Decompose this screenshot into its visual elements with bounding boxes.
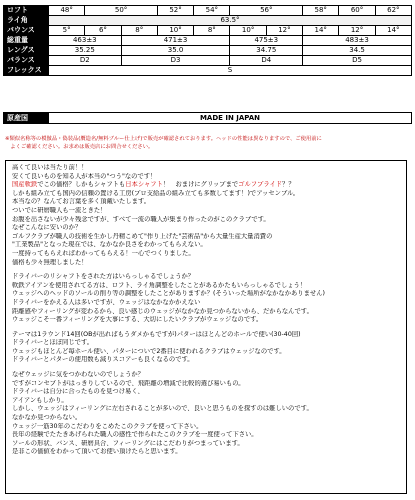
- text-line: ドライバーのリシャフトをされた方はいらっしゃるでしょうか？: [12, 273, 195, 281]
- loft-cell: 54°: [194, 6, 230, 16]
- caution-line: ※類似名称等の模倣品・偽装品(贋造名/無料ブルー仕上げ)で販売が確認されております。ヘッドの性能は異なりますので、ご使用前に: [5, 136, 322, 142]
- bounce-cell: 12°: [339, 26, 375, 36]
- bounce-cell: 14°: [303, 26, 339, 36]
- bounce-cell: 8°: [194, 26, 230, 36]
- text-line: 軟鉄アイアンを使用されてる方は、ロフト、ライ角調整をしたことがあるかたもいらっしゃるでしょう！: [12, 281, 307, 289]
- text-line: ウェッジもほとんど毎ホール使い、パターについで2番目に使われるクラブはウェッジなのです。: [12, 347, 286, 355]
- balance-cell: D5: [303, 56, 412, 66]
- text-span: ？？: [282, 181, 295, 189]
- loft-cell: 48°: [49, 6, 85, 16]
- bounce-cell: 6°: [85, 26, 121, 36]
- loft-cell: 60°: [339, 6, 375, 16]
- balance-cell: D2: [49, 56, 122, 66]
- text-span: コンセプトがはっきりしているので、飛距離の増減で比較的選び易いもの。: [30, 379, 245, 387]
- text-line: ドライバーをかえる人は多いですが、ウェッジはなかなかかえない: [12, 298, 201, 306]
- weight-header: 総重量: [4, 36, 49, 46]
- bounce-header: バウンス: [4, 26, 49, 36]
- text-span: でこの価格？しかもシャフトも: [37, 181, 126, 189]
- bounce-cell: 10°: [157, 26, 193, 36]
- text-line: 安くて良いものを知る人が本当の"つう"なのです！: [12, 172, 157, 180]
- highlight-text: 国産軟鉄: [12, 181, 38, 189]
- bounce-cell: 14°: [375, 26, 411, 36]
- weight-cell: 483±3: [303, 36, 412, 46]
- text-line: しかも組み立ても国内の信頼の置ける工房(プロ支給品の組み立ても多数してます！)でアッセンブル。: [12, 189, 300, 197]
- loft-cell: 58°: [303, 6, 339, 16]
- text-line: [12, 181, 400, 190]
- text-line: [12, 380, 400, 389]
- balance-header: バランス: [4, 56, 49, 66]
- text-span: ウェッジこそ一番フィーリングを大事にする、: [12, 316, 144, 324]
- balance-cell: D4: [230, 56, 303, 66]
- loft-header: ロフト: [4, 6, 49, 16]
- text-line: ドライバーとパターの使用数も減りスコアーも良くなるのです。: [12, 356, 194, 364]
- highlight-text: 日本シャフト: [125, 181, 163, 189]
- origin-row: [3, 112, 412, 124]
- length-cell: 34.75: [230, 46, 303, 56]
- loft-cell: 62°: [375, 6, 411, 16]
- flex-header: フレックス: [4, 66, 49, 76]
- bounce-row: [4, 26, 412, 36]
- text-span: 大切にしたいクラブがウェッジなのです。: [143, 316, 263, 324]
- length-cell: 35.25: [49, 46, 122, 56]
- text-span: ですが: [12, 379, 31, 387]
- length-header: レングス: [4, 46, 49, 56]
- bounce-cell: 12°: [266, 26, 302, 36]
- length-row: [4, 46, 412, 56]
- lie-value: 63.5°: [49, 16, 412, 26]
- flex-value: S: [49, 66, 412, 76]
- text-span: ！ おまけにグリップまで: [162, 181, 239, 189]
- length-cell: 35.0: [121, 46, 230, 56]
- length-cell: 34.5: [303, 46, 412, 56]
- loft-cell: 50°: [85, 6, 158, 16]
- lie-row: [4, 16, 412, 26]
- spec-table: [3, 5, 412, 76]
- text-line: なぜウェッジに気をつかわないのでしょうか？: [12, 371, 144, 379]
- loft-cell: 56°: [230, 6, 303, 16]
- text-line: テーマは1ラウンド14回(OBが出ればもうダメかもですが)パターはほとんどのホールで使い(30-40回): [12, 330, 301, 338]
- text-line: なかなか見つからない。: [12, 414, 82, 422]
- text-line: [12, 316, 400, 325]
- bounce-cell: 8°: [121, 26, 157, 36]
- loft-row: [4, 6, 412, 16]
- weight-row: [4, 36, 412, 46]
- description-box: [5, 160, 407, 494]
- text-line: ドライバーは自分に合ったものを見つけ易く、: [12, 388, 144, 396]
- text-line: しかし、ウェッジはフィーリングに左右されることが多いので、良いと思うものを探すのは難しいのです。: [12, 405, 313, 413]
- text-line: ソールの形状、バンス、研磨具合、フィーリングにはこだわりがつまっています。: [12, 439, 244, 447]
- text-line: アイアンもしかり。: [12, 396, 68, 404]
- highlight-text: ゴルフプライド: [238, 181, 283, 189]
- bounce-cell: 5°: [49, 26, 85, 36]
- text-line: 高くて良いは当たり前！！: [12, 164, 88, 171]
- text-line: なぜこんなに安いのか？: [12, 224, 82, 232]
- caution-notes: [5, 135, 410, 151]
- text-line: 一度持ってもらえればわかってもらえる！一心でつくりました。: [12, 249, 195, 257]
- balance-cell: D3: [121, 56, 230, 66]
- caution-line: よくご確認ください。お求めは販売店にお問合せください。: [5, 144, 154, 150]
- balance-row: [4, 56, 412, 66]
- text-line: 価格も少々無理しました！: [12, 258, 88, 266]
- text-line: ウェッジ一筋30年のこだわりをこめたこのクラブを使って下さい。: [12, 422, 203, 430]
- text-line: "工業製品"となった現在では、なかなか良さをわかってもらえない。: [12, 241, 207, 249]
- lie-header: ライ角: [4, 16, 49, 26]
- weight-cell: 471±3: [121, 36, 230, 46]
- text-line: 是非この価値をわかって頂いてお使い頂けたらと思います。: [12, 448, 182, 456]
- text-line: ゴルフクラブが職人の技術を生かし丹精こめて"作り上げた"芸術品"から大量生産大量消費の: [12, 232, 273, 240]
- text-line: ウェッジへのヘッドのソールの削り等の調整をしたことがありますか？(そういった場所がなかなかありません): [12, 290, 325, 298]
- bounce-cell: 10°: [230, 26, 266, 36]
- text-line: ついでに研磨職人も一流ときた！: [12, 206, 107, 214]
- loft-cell: 52°: [157, 6, 193, 16]
- origin-value: MADE IN JAPAN: [199, 114, 261, 122]
- text-line: 距離感やフィーリングが変わるから、良い感じのウェッジがなかなか見つからないから、だからなんです。: [12, 307, 313, 315]
- flex-row: [4, 66, 412, 76]
- text-line: ドライバーとほぼ同じです。: [12, 339, 94, 347]
- weight-cell: 463±3: [49, 36, 122, 46]
- text-line: お腹を出さないが少々残念ですが、すべて一流の職人が集まり作ったのがこのクラブです。: [12, 215, 270, 223]
- text-line: 長年の経験でたたきあげられた職人の感性で作られたこのクラブを一度使って下さい。: [12, 431, 258, 439]
- weight-cell: 475±3: [230, 36, 303, 46]
- origin-label: 原産国: [4, 113, 49, 123]
- text-line: 本当なの？なんてお言葉を多く頂戴いたします。: [12, 198, 151, 206]
